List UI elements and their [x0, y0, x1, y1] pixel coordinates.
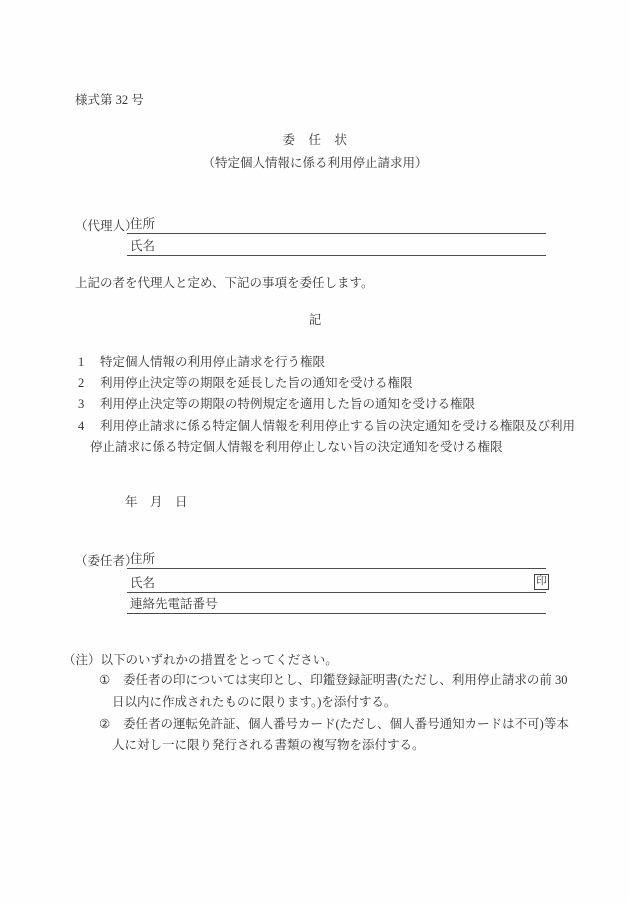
principal-name-field [127, 575, 546, 593]
item-number: 2 [78, 376, 85, 390]
item-text: 利用停止決定等の期限の特例規定を適用した旨の通知を受ける権限 [100, 397, 476, 411]
note-item-1-continuation [112, 694, 396, 710]
note-intro: 以下のいずれかの措置をとってください。 [100, 653, 338, 667]
principal-address-label: 住所 [130, 552, 156, 566]
principal-address-field [127, 551, 546, 569]
declaration-text: 上記の者を代理人と定め、下記の事項を委任します。 [75, 276, 374, 290]
item-text: 利用停止請求に係る特定個人情報を利用停止する旨の決定通知を受ける権限及び利用 [100, 419, 576, 433]
item-text: 利用停止決定等の期限を延長した旨の通知を受ける権限 [100, 376, 413, 390]
list-item [78, 375, 413, 391]
date-line: 年 月 日 [125, 495, 188, 509]
principal-phone-field [127, 596, 546, 614]
note-number: ② [99, 717, 111, 731]
note-item-1 [99, 672, 568, 688]
item-number: 1 [78, 355, 85, 369]
agent-address-field [127, 216, 546, 234]
note-label: （注） [63, 653, 101, 667]
document-subtitle: （特定個人情報に係る利用停止請求用） [202, 156, 428, 170]
form-number: 様式第 32 号 [75, 93, 144, 107]
item-text: 特定個人情報の利用停止請求を行う権限 [100, 355, 326, 369]
principal-phone-label: 連絡先電話番号 [130, 597, 218, 611]
agent-party-label: （代理人） [75, 219, 138, 233]
list-item [78, 396, 475, 412]
list-item [78, 354, 325, 370]
item-text: 停止請求に係る特定個人情報を利用停止しない旨の決定通知を受ける権限 [90, 440, 503, 454]
agent-name-field [127, 238, 546, 256]
section-marker: 記 [308, 313, 322, 327]
agent-name-label: 氏名 [130, 239, 156, 253]
note-item-2-continuation [112, 737, 425, 753]
note-intro-line [63, 652, 338, 668]
item-number: 4 [78, 419, 85, 433]
note-text: 人に対し一に限り発行される書類の複写物を添付する。 [112, 738, 425, 752]
note-number: ① [99, 673, 111, 687]
principal-name-label: 氏名 [130, 576, 156, 590]
document-title: 委 任 状 [282, 133, 348, 147]
list-item [78, 418, 575, 434]
principal-party-label: （委任者） [75, 554, 138, 568]
agent-address-label: 住所 [130, 217, 156, 231]
note-text: 日以内に作成されたものに限ります。)を添付する。 [112, 695, 397, 709]
note-text: 委任者の印については実印とし、印鑑登録証明書(ただし、利用停止請求の前 30 [123, 673, 568, 687]
seal-mark-box: 印 [534, 574, 549, 590]
note-text: 委任者の運転免許証、個人番号カード(ただし、個人番号通知カードは不可)等本 [123, 717, 569, 731]
item-number: 3 [78, 397, 85, 411]
list-item-continuation [90, 439, 503, 455]
note-item-2 [99, 716, 569, 732]
